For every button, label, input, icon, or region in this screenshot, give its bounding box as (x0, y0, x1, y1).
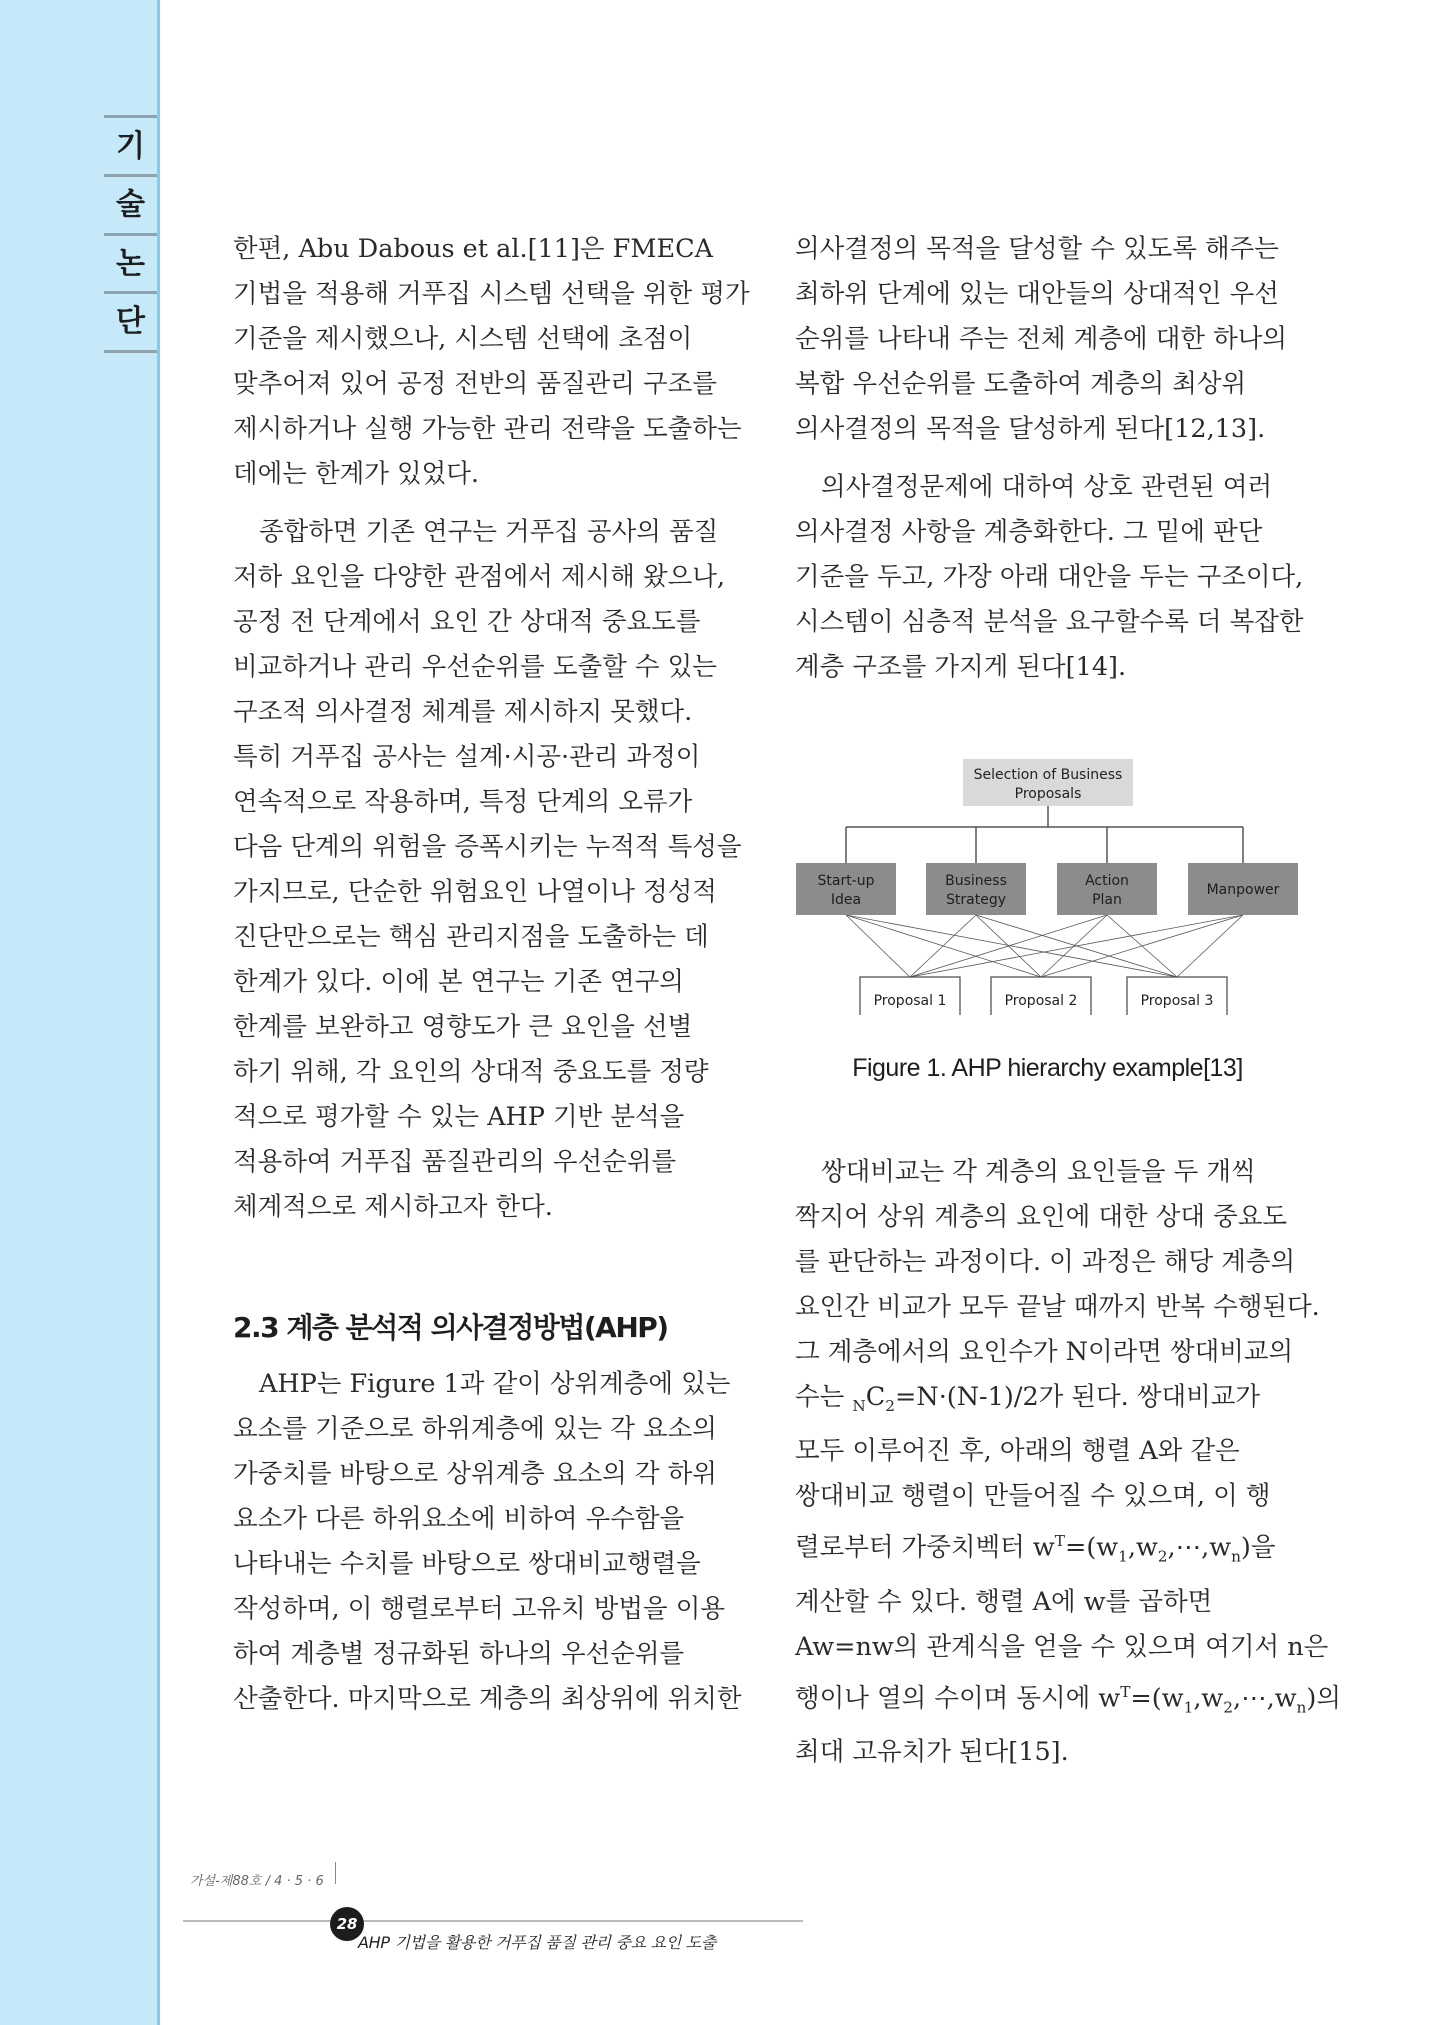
text-line: 시스템이 심층적 분석을 요구할수록 더 복잡한 (795, 607, 1304, 637)
ahp-hierarchy-figure (788, 745, 1313, 1015)
text-line: 특히 거푸집 공사는 설계·시공·관리 과정이 (233, 742, 701, 772)
text-line: Aw=nw의 관계식을 얻을 수 있으며 여기서 n은 (795, 1631, 1329, 1662)
text-line: 체계적으로 제시하고자 한다. (233, 1192, 553, 1222)
left-column (233, 227, 750, 1230)
text-line: 를 판단하는 과정이다. 이 과정은 해당 계층의 (795, 1247, 1296, 1277)
alternative-node (1127, 977, 1227, 1015)
criterion-label: Strategy (946, 892, 1006, 908)
text-line: 데에는 한계가 있었다. (233, 459, 480, 489)
criterion-node (1188, 863, 1298, 915)
paragraph (795, 1150, 1341, 1775)
text-line: 요인간 비교가 모두 끝날 때까지 반복 수행된다. (795, 1292, 1320, 1322)
alternative-node (860, 977, 960, 1015)
text-line: 한계를 보완하고 영향도가 큰 요인을 선별 (233, 1012, 693, 1042)
text-line: 산출한다. 마지막으로 계층의 최상위에 위치한 (233, 1684, 742, 1714)
text-line: 적으로 평가할 수 있는 AHP 기반 분석을 (233, 1102, 685, 1132)
running-title: AHP 기법을 활용한 거푸집 품질 관리 중요 요인 도출 (358, 1933, 716, 1952)
hierarchy-diagram (788, 745, 1313, 1015)
issue-info: 가설-제88호 / 4 · 5 · 6 (190, 1874, 324, 1889)
text-line: 모두 이루어진 후, 아래의 행렬 A와 같은 (795, 1436, 1240, 1467)
criterion-node (796, 863, 896, 915)
text-line: 짝지어 상위 계층의 요인에 대한 상대 중요도 (795, 1202, 1288, 1232)
section-sidebar (0, 0, 160, 2025)
text-line: 적용하여 거푸집 품질관리의 우선순위를 (233, 1147, 677, 1177)
text-line: 나타내는 수치를 바탕으로 쌍대비교행렬을 (233, 1549, 701, 1579)
text-line: 최하위 단계에 있는 대안들의 상대적인 우선 (795, 279, 1279, 309)
text-line: 구조적 의사결정 체계를 제시하지 못했다. (233, 697, 693, 727)
criterion-label: Action (1085, 873, 1129, 889)
criterion-alternative-link (1177, 915, 1243, 977)
criterion-node (1057, 863, 1157, 915)
alternative-label: Proposal 1 (873, 993, 947, 1009)
text-line: 요소를 기준으로 하위계층에 있는 각 요소의 (233, 1414, 717, 1444)
criterion-node (926, 863, 1026, 915)
text-line: AHP는 Figure 1과 같이 상위계층에 있는 (259, 1369, 731, 1399)
paragraph (233, 227, 750, 497)
text-line: 의사결정문제에 대하여 상호 관련된 여러 (821, 472, 1273, 502)
text-line: 진단만으로는 핵심 관리지점을 도출하는 데 (233, 922, 709, 952)
text-line: 의사결정의 목적을 달성하게 된다[12,13]. (795, 414, 1266, 444)
text-line: 하여 계층별 정규화된 하나의 우선순위를 (233, 1639, 685, 1669)
text-line: 기법을 적용해 거푸집 시스템 선택을 위한 평가 (233, 279, 750, 309)
text-line: 저하 요인을 다양한 관점에서 제시해 왔으나, (233, 562, 726, 592)
section-char: 술 (116, 187, 145, 222)
formula-line: 행이나 열의 수이며 동시에 $w^T=(w_1,w_2,\cdots,w_n)$의 (795, 1682, 1341, 1717)
goal-label: Selection of Business (973, 767, 1123, 783)
tab-divider (104, 233, 157, 236)
text-line: 공정 전 단계에서 요인 간 상대적 중요도를 (233, 607, 701, 637)
text-line: 계층 구조를 가지게 된다[14]. (795, 652, 1127, 682)
link-group (846, 806, 1243, 977)
text-line: 종합하면 기존 연구는 거푸집 공사의 품질 (259, 517, 719, 547)
goal-label: Proposals (1014, 786, 1082, 802)
text-line: 비교하거나 관리 우선순위를 도출할 수 있는 (233, 652, 717, 682)
paragraph (233, 510, 742, 1230)
criterion-label: Plan (1092, 892, 1122, 908)
alternative-label: Proposal 2 (1004, 993, 1078, 1009)
text-line: 쌍대비교는 각 계층의 요인들을 두 개씩 (821, 1157, 1256, 1187)
text-line: 한편, Abu Dabous et al.[11]은 FMECA (233, 234, 714, 264)
text-line: 제시하거나 실행 가능한 관리 전략을 도출하는 (233, 414, 742, 444)
criterion-label: Start-up (817, 873, 875, 889)
text-line: 하기 위해, 각 요인의 상대적 중요도를 정량 (233, 1057, 709, 1087)
text-line: 쌍대비교 행렬이 만들어질 수 있으며, 이 행 (795, 1481, 1271, 1512)
text-line: 가지므로, 단순한 위험요인 나열이나 정성적 (233, 877, 717, 907)
criterion-label: Idea (830, 892, 862, 908)
tab-divider (104, 350, 157, 353)
criterion-alternative-link (846, 915, 910, 977)
text-line: 계산할 수 있다. 행렬 A에 w를 곱하면 (795, 1586, 1213, 1617)
right-column-lower (795, 1150, 1341, 1775)
footer-tick (335, 1862, 336, 1884)
text-line: 기준을 두고, 가장 아래 대안을 두는 구조이다, (795, 562, 1304, 592)
section-char: 논 (116, 246, 145, 281)
alternative-label: Proposal 3 (1140, 993, 1214, 1009)
section-char: 기 (116, 129, 145, 164)
formula-line: 렬로부터 가중치벡터 $w^T=(w_1,w_2,\cdots,w_n)$을 (795, 1532, 1276, 1566)
figure-caption: Figure 1. AHP hierarchy example[13] (852, 1054, 1243, 1082)
text-line: 연속적으로 작용하며, 특정 단계의 오류가 (233, 787, 693, 817)
footer-rule (183, 1920, 803, 1922)
paragraph (795, 227, 1300, 452)
text-line: 한계가 있다. 이에 본 연구는 기존 연구의 (233, 967, 684, 997)
page-number: 28 (330, 1907, 364, 1941)
section-heading: 2.3 계층 분석적 의사결정방법(AHP) (233, 1311, 668, 1344)
tab-divider (104, 291, 157, 294)
text-line: 기준을 제시했으나, 시스템 선택에 초점이 (233, 324, 693, 354)
text-line: 그 계층에서의 요인수가 N이라면 쌍대비교의 (795, 1337, 1294, 1367)
criterion-alternative-link (1041, 915, 1243, 977)
text-line: 맞추어져 있어 공정 전반의 품질관리 구조를 (233, 369, 717, 399)
text-line: 최대 고유치가 된다[15]. (795, 1737, 1069, 1768)
formula-line: 수는 $_NC_2=N\cdot(N-1)/2$가 된다. 쌍대비교가 (795, 1382, 1261, 1416)
paragraph (795, 465, 1304, 690)
text-line: 순위를 나타내 주는 전체 계층에 대한 하나의 (795, 324, 1288, 354)
tab-divider (104, 174, 157, 177)
right-column (795, 227, 1304, 690)
text-line: 의사결정 사항을 계층화한다. 그 밑에 판단 (795, 517, 1263, 547)
section-2-3 (233, 1305, 742, 1722)
text-line: 가중치를 바탕으로 상위계층 요소의 각 하위 (233, 1459, 717, 1489)
text-line: 의사결정의 목적을 달성할 수 있도록 해주는 (795, 234, 1279, 264)
paragraph (233, 1362, 742, 1722)
criterion-label: Business (945, 873, 1007, 889)
text-line: 요소가 다른 하위요소에 비하여 우수함을 (233, 1504, 685, 1534)
criterion-alternative-link (910, 915, 976, 977)
text-line: 복합 우선순위를 도출하여 계층의 최상위 (795, 369, 1247, 399)
section-char: 단 (116, 304, 145, 339)
criterion-alternative-link (1041, 915, 1107, 977)
criterion-label: Manpower (1206, 882, 1280, 898)
tab-divider (104, 115, 157, 118)
text-line: 다음 단계의 위험을 증폭시키는 누적적 특성을 (233, 832, 742, 862)
text-line: 작성하며, 이 행렬로부터 고유치 방법을 이용 (233, 1594, 726, 1624)
alternative-node (991, 977, 1091, 1015)
